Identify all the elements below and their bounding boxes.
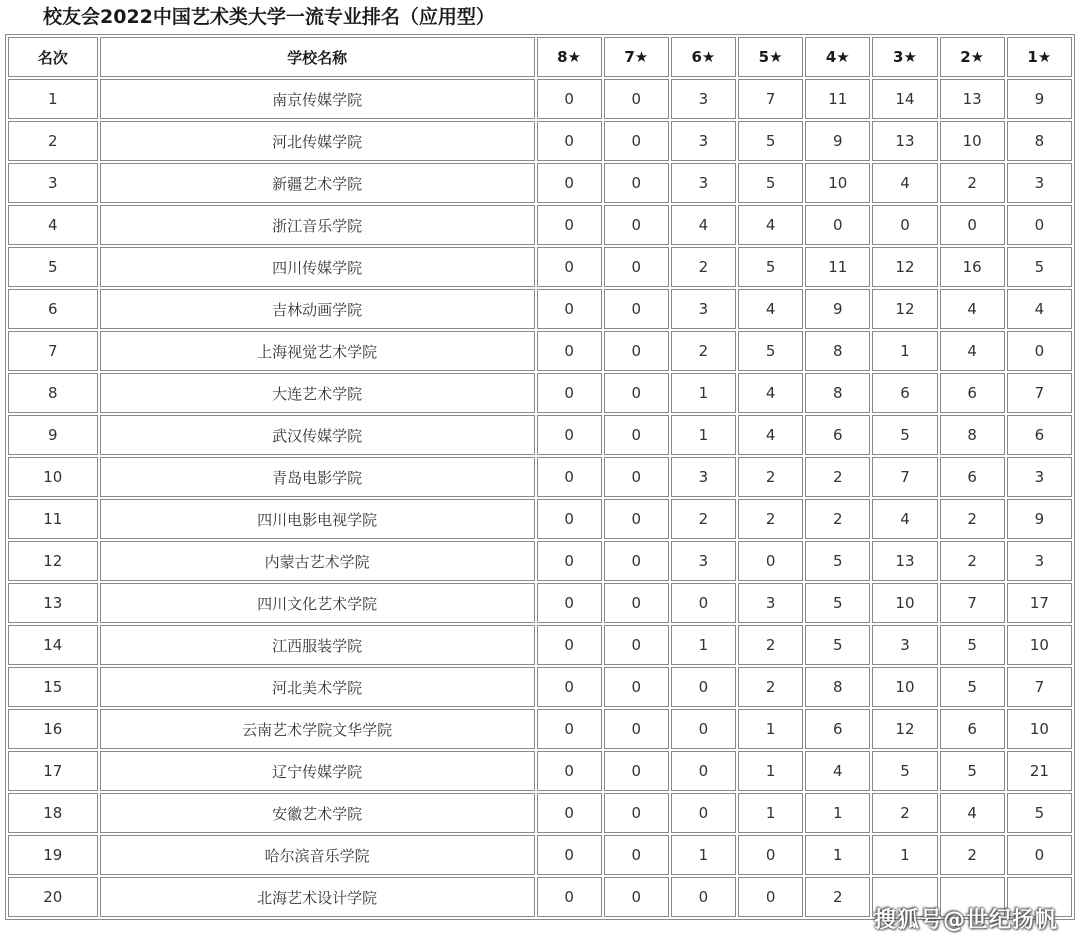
star-count-cell: 13 bbox=[940, 79, 1005, 119]
star-count-cell: 3 bbox=[671, 163, 736, 203]
star-count-cell: 0 bbox=[671, 583, 736, 623]
star-count-cell: 7 bbox=[738, 79, 803, 119]
table-row bbox=[8, 835, 1072, 875]
star-count-cell: 0 bbox=[1007, 835, 1072, 875]
star-count-cell: 5 bbox=[738, 121, 803, 161]
school-name-cell: 河北传媒学院 bbox=[100, 121, 535, 161]
star-count-cell: 3 bbox=[1007, 163, 1072, 203]
header-3-star: 3★ bbox=[872, 37, 937, 77]
star-count-cell: 0 bbox=[940, 205, 1005, 245]
star-count-cell: 10 bbox=[1007, 625, 1072, 665]
star-count-cell: 0 bbox=[671, 709, 736, 749]
star-count-cell: 1 bbox=[805, 835, 870, 875]
star-count-cell: 2 bbox=[940, 835, 1005, 875]
header-rank: 名次 bbox=[8, 37, 98, 77]
star-count-cell: 3 bbox=[671, 541, 736, 581]
star-count-cell: 2 bbox=[940, 541, 1005, 581]
school-name-cell: 云南艺术学院文华学院 bbox=[100, 709, 535, 749]
star-count-cell: 12 bbox=[872, 709, 937, 749]
star-count-cell: 0 bbox=[537, 541, 602, 581]
table-row bbox=[8, 541, 1072, 581]
star-count-cell: 0 bbox=[1007, 205, 1072, 245]
star-count-cell: 0 bbox=[604, 667, 669, 707]
star-count-cell: 4 bbox=[738, 289, 803, 329]
header-school: 学校名称 bbox=[100, 37, 535, 77]
header-6-star: 6★ bbox=[671, 37, 736, 77]
star-count-cell: 0 bbox=[1007, 331, 1072, 371]
star-count-cell: 1 bbox=[872, 835, 937, 875]
table-row bbox=[8, 247, 1072, 287]
star-count-cell: 3 bbox=[671, 457, 736, 497]
star-count-cell: 0 bbox=[604, 205, 669, 245]
star-count-cell: 10 bbox=[805, 163, 870, 203]
star-count-cell: 0 bbox=[604, 625, 669, 665]
star-count-cell: 0 bbox=[537, 163, 602, 203]
school-name-cell: 河北美术学院 bbox=[100, 667, 535, 707]
star-count-cell: 0 bbox=[671, 877, 736, 917]
rank-cell: 2 bbox=[8, 121, 98, 161]
star-count-cell: 0 bbox=[604, 709, 669, 749]
star-count-cell: 9 bbox=[805, 121, 870, 161]
star-count-cell: 0 bbox=[872, 205, 937, 245]
table-body bbox=[8, 79, 1072, 917]
rank-cell: 4 bbox=[8, 205, 98, 245]
star-count-cell: 10 bbox=[872, 667, 937, 707]
star-count-cell: 1 bbox=[805, 793, 870, 833]
star-count-cell: 5 bbox=[738, 163, 803, 203]
star-count-cell: 3 bbox=[671, 289, 736, 329]
star-count-cell: 1 bbox=[738, 751, 803, 791]
star-count-cell: 6 bbox=[805, 709, 870, 749]
star-count-cell: 2 bbox=[940, 163, 1005, 203]
school-name-cell: 四川电影电视学院 bbox=[100, 499, 535, 539]
table-row bbox=[8, 121, 1072, 161]
star-count-cell: 2 bbox=[671, 331, 736, 371]
school-name-cell: 大连艺术学院 bbox=[100, 373, 535, 413]
star-count-cell: 4 bbox=[940, 793, 1005, 833]
star-count-cell: 4 bbox=[940, 331, 1005, 371]
star-count-cell: 4 bbox=[872, 499, 937, 539]
star-count-cell: 0 bbox=[537, 331, 602, 371]
star-count-cell: 0 bbox=[537, 121, 602, 161]
star-count-cell: 8 bbox=[805, 331, 870, 371]
school-name-cell: 青岛电影学院 bbox=[100, 457, 535, 497]
star-count-cell: 4 bbox=[940, 289, 1005, 329]
rank-cell: 14 bbox=[8, 625, 98, 665]
school-name-cell: 上海视觉艺术学院 bbox=[100, 331, 535, 371]
table-row bbox=[8, 457, 1072, 497]
star-count-cell: 7 bbox=[940, 583, 1005, 623]
star-count-cell: 1 bbox=[671, 835, 736, 875]
star-count-cell: 0 bbox=[537, 877, 602, 917]
star-count-cell: 1 bbox=[671, 373, 736, 413]
star-count-cell: 0 bbox=[537, 415, 602, 455]
star-count-cell: 10 bbox=[1007, 709, 1072, 749]
star-count-cell: 0 bbox=[537, 289, 602, 329]
star-count-cell: 0 bbox=[537, 667, 602, 707]
table-row bbox=[8, 331, 1072, 371]
star-count-cell: 7 bbox=[872, 457, 937, 497]
star-count-cell: 1 bbox=[671, 625, 736, 665]
star-count-cell: 2 bbox=[738, 667, 803, 707]
star-count-cell: 8 bbox=[805, 667, 870, 707]
star-count-cell: 3 bbox=[738, 583, 803, 623]
star-count-cell: 0 bbox=[537, 625, 602, 665]
star-count-cell: 0 bbox=[604, 751, 669, 791]
star-count-cell: 0 bbox=[671, 793, 736, 833]
rank-cell: 11 bbox=[8, 499, 98, 539]
school-name-cell: 吉林动画学院 bbox=[100, 289, 535, 329]
star-count-cell: 0 bbox=[738, 541, 803, 581]
star-count-cell: 3 bbox=[1007, 541, 1072, 581]
school-name-cell: 新疆艺术学院 bbox=[100, 163, 535, 203]
star-count-cell: 0 bbox=[604, 79, 669, 119]
star-count-cell: 0 bbox=[537, 79, 602, 119]
star-count-cell: 9 bbox=[1007, 499, 1072, 539]
star-count-cell: 2 bbox=[805, 457, 870, 497]
table-row bbox=[8, 583, 1072, 623]
star-count-cell: 10 bbox=[940, 121, 1005, 161]
star-count-cell: 5 bbox=[805, 583, 870, 623]
star-count-cell: 0 bbox=[537, 457, 602, 497]
star-count-cell: 4 bbox=[738, 373, 803, 413]
school-name-cell: 哈尔滨音乐学院 bbox=[100, 835, 535, 875]
star-count-cell: 0 bbox=[604, 457, 669, 497]
table-row bbox=[8, 289, 1072, 329]
star-count-cell: 0 bbox=[537, 793, 602, 833]
header-7-star: 7★ bbox=[604, 37, 669, 77]
header-4-star: 4★ bbox=[805, 37, 870, 77]
school-name-cell: 北海艺术设计学院 bbox=[100, 877, 535, 917]
school-name-cell: 四川文化艺术学院 bbox=[100, 583, 535, 623]
header-1-star: 1★ bbox=[1007, 37, 1072, 77]
star-count-cell: 2 bbox=[738, 457, 803, 497]
star-count-cell: 6 bbox=[805, 415, 870, 455]
star-count-cell: 4 bbox=[1007, 289, 1072, 329]
page-title: 校友会2022中国艺术类大学一流专业排名（应用型） bbox=[43, 6, 495, 28]
table-row bbox=[8, 751, 1072, 791]
star-count-cell: 5 bbox=[738, 331, 803, 371]
star-count-cell: 5 bbox=[872, 751, 937, 791]
star-count-cell: 0 bbox=[604, 499, 669, 539]
star-count-cell: 0 bbox=[537, 205, 602, 245]
star-count-cell: 11 bbox=[805, 247, 870, 287]
star-count-cell: 2 bbox=[738, 499, 803, 539]
rank-cell: 13 bbox=[8, 583, 98, 623]
star-count-cell: 0 bbox=[604, 877, 669, 917]
star-count-cell: 0 bbox=[537, 709, 602, 749]
school-name-cell: 辽宁传媒学院 bbox=[100, 751, 535, 791]
rank-cell: 7 bbox=[8, 331, 98, 371]
star-count-cell: 5 bbox=[940, 751, 1005, 791]
star-count-cell: 0 bbox=[604, 835, 669, 875]
star-count-cell: 0 bbox=[604, 583, 669, 623]
star-count-cell: 0 bbox=[604, 793, 669, 833]
star-count-cell: 0 bbox=[604, 121, 669, 161]
star-count-cell: 2 bbox=[671, 499, 736, 539]
table-row bbox=[8, 625, 1072, 665]
school-name-cell: 安徽艺术学院 bbox=[100, 793, 535, 833]
rank-cell: 16 bbox=[8, 709, 98, 749]
star-count-cell: 4 bbox=[738, 205, 803, 245]
table-row bbox=[8, 205, 1072, 245]
star-count-cell: 6 bbox=[940, 709, 1005, 749]
star-count-cell: 0 bbox=[537, 499, 602, 539]
star-count-cell: 21 bbox=[1007, 751, 1072, 791]
star-count-cell: 9 bbox=[1007, 79, 1072, 119]
star-count-cell: 0 bbox=[738, 877, 803, 917]
star-count-cell: 11 bbox=[805, 79, 870, 119]
table-header-row bbox=[8, 37, 1072, 77]
ranking-table bbox=[5, 34, 1075, 920]
star-count-cell: 4 bbox=[805, 751, 870, 791]
star-count-cell: 0 bbox=[537, 835, 602, 875]
rank-cell: 9 bbox=[8, 415, 98, 455]
header-5-star: 5★ bbox=[738, 37, 803, 77]
star-count-cell: 0 bbox=[671, 751, 736, 791]
star-count-cell: 0 bbox=[604, 415, 669, 455]
star-count-cell: 8 bbox=[1007, 121, 1072, 161]
star-count-cell: 3 bbox=[671, 79, 736, 119]
star-count-cell: 2 bbox=[738, 625, 803, 665]
star-count-cell: 12 bbox=[872, 289, 937, 329]
table-row bbox=[8, 667, 1072, 707]
star-count-cell: 8 bbox=[940, 415, 1005, 455]
star-count-cell: 1 bbox=[872, 331, 937, 371]
star-count-cell: 0 bbox=[738, 835, 803, 875]
watermark: 搜狐号@世纪扬帆 bbox=[873, 908, 1058, 933]
star-count-cell: 3 bbox=[671, 121, 736, 161]
star-count-cell: 7 bbox=[1007, 667, 1072, 707]
table-row bbox=[8, 373, 1072, 413]
star-count-cell: 5 bbox=[1007, 247, 1072, 287]
star-count-cell: 16 bbox=[940, 247, 1005, 287]
rank-cell: 6 bbox=[8, 289, 98, 329]
star-count-cell: 5 bbox=[738, 247, 803, 287]
star-count-cell: 0 bbox=[537, 583, 602, 623]
star-count-cell: 9 bbox=[805, 289, 870, 329]
star-count-cell: 0 bbox=[604, 331, 669, 371]
star-count-cell: 4 bbox=[738, 415, 803, 455]
star-count-cell: 5 bbox=[1007, 793, 1072, 833]
star-count-cell: 6 bbox=[1007, 415, 1072, 455]
star-count-cell: 0 bbox=[604, 289, 669, 329]
star-count-cell: 0 bbox=[537, 751, 602, 791]
star-count-cell: 6 bbox=[872, 373, 937, 413]
rank-cell: 17 bbox=[8, 751, 98, 791]
school-name-cell: 内蒙古艺术学院 bbox=[100, 541, 535, 581]
star-count-cell: 0 bbox=[805, 205, 870, 245]
star-count-cell: 13 bbox=[872, 121, 937, 161]
school-name-cell: 武汉传媒学院 bbox=[100, 415, 535, 455]
star-count-cell: 1 bbox=[738, 709, 803, 749]
rank-cell: 5 bbox=[8, 247, 98, 287]
star-count-cell: 6 bbox=[940, 457, 1005, 497]
school-name-cell: 江西服装学院 bbox=[100, 625, 535, 665]
table-row bbox=[8, 793, 1072, 833]
star-count-cell: 7 bbox=[1007, 373, 1072, 413]
table-row bbox=[8, 709, 1072, 749]
star-count-cell: 4 bbox=[671, 205, 736, 245]
star-count-cell: 2 bbox=[805, 877, 870, 917]
star-count-cell: 2 bbox=[872, 793, 937, 833]
star-count-cell: 5 bbox=[940, 667, 1005, 707]
table-row bbox=[8, 79, 1072, 119]
star-count-cell: 2 bbox=[940, 499, 1005, 539]
rank-cell: 15 bbox=[8, 667, 98, 707]
star-count-cell: 0 bbox=[604, 247, 669, 287]
star-count-cell: 14 bbox=[872, 79, 937, 119]
star-count-cell: 0 bbox=[671, 667, 736, 707]
school-name-cell: 四川传媒学院 bbox=[100, 247, 535, 287]
star-count-cell: 8 bbox=[805, 373, 870, 413]
header-2-star: 2★ bbox=[940, 37, 1005, 77]
school-name-cell: 浙江音乐学院 bbox=[100, 205, 535, 245]
star-count-cell: 17 bbox=[1007, 583, 1072, 623]
star-count-cell: 1 bbox=[671, 415, 736, 455]
star-count-cell: 0 bbox=[537, 247, 602, 287]
school-name-cell: 南京传媒学院 bbox=[100, 79, 535, 119]
star-count-cell: 6 bbox=[940, 373, 1005, 413]
star-count-cell: 12 bbox=[872, 247, 937, 287]
rank-cell: 3 bbox=[8, 163, 98, 203]
rank-cell: 20 bbox=[8, 877, 98, 917]
table-row bbox=[8, 415, 1072, 455]
star-count-cell: 1 bbox=[738, 793, 803, 833]
rank-cell: 10 bbox=[8, 457, 98, 497]
star-count-cell: 2 bbox=[805, 499, 870, 539]
table-row bbox=[8, 499, 1072, 539]
star-count-cell: 5 bbox=[805, 541, 870, 581]
star-count-cell: 10 bbox=[872, 583, 937, 623]
star-count-cell: 0 bbox=[604, 541, 669, 581]
star-count-cell: 3 bbox=[1007, 457, 1072, 497]
star-count-cell: 5 bbox=[872, 415, 937, 455]
star-count-cell: 5 bbox=[940, 625, 1005, 665]
star-count-cell: 5 bbox=[805, 625, 870, 665]
table-row bbox=[8, 163, 1072, 203]
star-count-cell: 4 bbox=[872, 163, 937, 203]
rank-cell: 18 bbox=[8, 793, 98, 833]
rank-cell: 1 bbox=[8, 79, 98, 119]
star-count-cell: 0 bbox=[604, 163, 669, 203]
rank-cell: 12 bbox=[8, 541, 98, 581]
header-8-star: 8★ bbox=[537, 37, 602, 77]
star-count-cell: 0 bbox=[604, 373, 669, 413]
star-count-cell: 0 bbox=[537, 373, 602, 413]
star-count-cell: 13 bbox=[872, 541, 937, 581]
star-count-cell: 2 bbox=[671, 247, 736, 287]
star-count-cell: 3 bbox=[872, 625, 937, 665]
rank-cell: 19 bbox=[8, 835, 98, 875]
rank-cell: 8 bbox=[8, 373, 98, 413]
